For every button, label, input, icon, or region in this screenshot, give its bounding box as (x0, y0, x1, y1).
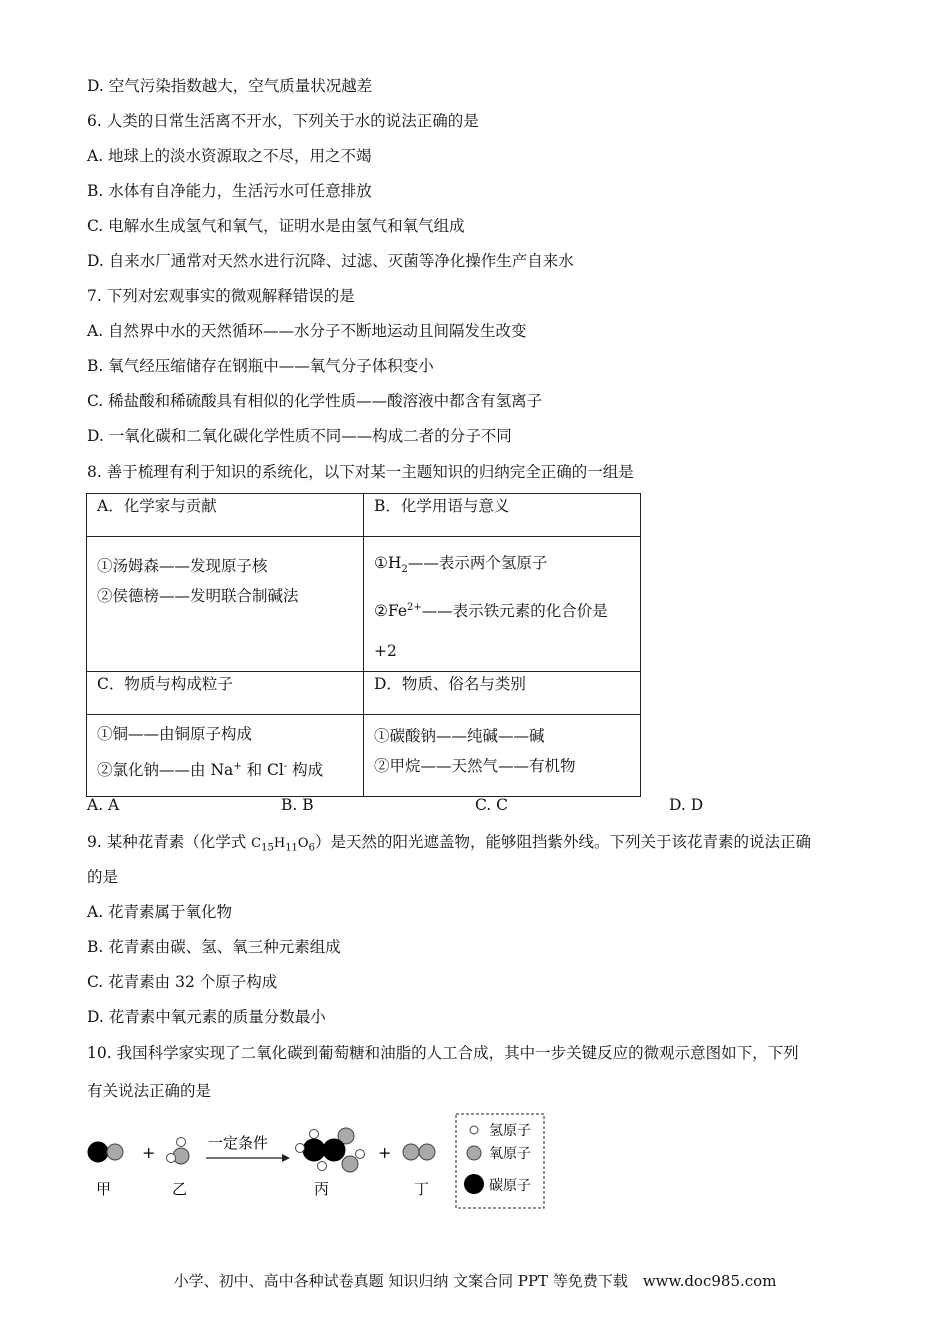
table-cell-c-body (87, 715, 364, 797)
formula-fe-charge: 2+ (407, 602, 422, 614)
reaction-condition: 一定条件 (208, 1134, 269, 1152)
label-ding: 丁 (414, 1180, 430, 1198)
q8-stem: 8. 善于梳理有利于知识的系统化，以下对某一主题知识的归纳完全正确的一组是 (87, 463, 634, 481)
q6-option-b: B. 水体有自净能力，生活污水可任意排放 (87, 182, 372, 200)
table-cell-d-title: D．物质、俗名与类别 (364, 672, 641, 715)
label-yi: 乙 (172, 1180, 188, 1198)
formula-fe-ion (388, 602, 422, 620)
q9-formula-c: C (251, 836, 262, 851)
table-a-item-2: ②侯德榜——发明联合制碱法 (97, 587, 299, 605)
table-c-item-2 (97, 749, 353, 788)
q9-formula-o-sub: 6 (308, 842, 315, 854)
oxygen-atom (342, 1156, 358, 1172)
table-c2-prefix: ②氯化钠——由 (97, 761, 211, 780)
table-b1-meaning: ——表示两个氢原子 (407, 554, 548, 572)
q9-stem-suffix: ）是天然的阳光遮盖物，能够阻挡紫外线。下列关于该花青素的说法正确 (314, 833, 811, 851)
hydrogen-atom (310, 1130, 319, 1139)
oxygen-atom (419, 1144, 435, 1160)
arrow-head (282, 1154, 290, 1162)
table-cell-b-body (364, 537, 641, 672)
carbon-atom (88, 1142, 108, 1162)
q10-stem-line-1: 10. 我国科学家实现了二氧化碳到葡萄糖和油脂的人工合成，其中一步关键反应的微观示意图如下，下列 (87, 1044, 799, 1062)
table-cell-a-body (87, 537, 364, 672)
hydrogen-atom (318, 1162, 327, 1171)
q9-formula-c-sub: 15 (261, 842, 274, 854)
hydrogen-atom (167, 1154, 176, 1163)
table-b2-meaning: ——表示铁元素的化合价是 +2 (374, 602, 608, 661)
oxygen-atom (403, 1144, 419, 1160)
table-c-item-1: ①铜——由铜原子构成 (97, 725, 253, 744)
molecule-bing (296, 1128, 365, 1172)
q7-option-a: A. 自然界中水的天然循环——水分子不断地运动且间隔发生改变 (87, 322, 527, 340)
reaction-arrow (206, 1154, 290, 1162)
q9-stem-prefix: 9. 某种花青素（化学式 (87, 833, 252, 851)
q7-option-c: C. 稀盐酸和稀硫酸具有相似的化学性质——酸溶液中都含有氢离子 (87, 392, 543, 410)
table-b-item-1 (374, 545, 630, 588)
q6-stem: 6. 人类的日常生活离不开水，下列关于水的说法正确的是 (87, 112, 479, 130)
label-jia: 甲 (96, 1180, 112, 1198)
table-b1-prefix: ① (374, 554, 388, 572)
formula-na-symbol: Na (210, 761, 234, 780)
q7-option-d: D. 一氧化碳和二氧化碳化学性质不同——构成二者的分子不同 (87, 427, 512, 445)
table-b2-prefix: ② (374, 602, 388, 621)
q9-option-b: B. 花青素由碳、氢、氧三种元素组成 (87, 938, 341, 956)
formula-cl-charge: - (283, 761, 288, 773)
plus-sign-2: + (378, 1143, 392, 1162)
formula-h2 (387, 554, 408, 576)
q6-option-c: C. 电解水生成氢气和氧气，证明水是由氢气和氧气组成 (87, 217, 465, 235)
q8-answer-a[interactable]: A. A (87, 796, 120, 814)
molecule-ding (403, 1144, 435, 1160)
q9-stem-line-1 (87, 832, 811, 859)
q9-stem-line-2: 的是 (87, 868, 119, 886)
plus-sign-1: + (142, 1143, 156, 1162)
table-c2-suffix: 构成 (287, 761, 324, 780)
line-d-air: D. 空气污染指数越大，空气质量状况越差 (87, 77, 373, 95)
table-b-item-2 (374, 588, 630, 671)
formula-fe-symbol: Fe (387, 602, 407, 621)
atom-legend (456, 1114, 544, 1208)
table-cell-c-title: C．物质与构成粒子 (87, 672, 364, 715)
molecule-jia (88, 1142, 123, 1162)
legend-hydrogen-icon (470, 1126, 478, 1134)
legend-carbon-icon (464, 1174, 484, 1194)
q7-stem: 7. 下列对宏观事实的微观解释错误的是 (87, 287, 355, 305)
table-cell-d-body (364, 715, 641, 797)
legend-hydrogen-label: 氢原子 (489, 1123, 531, 1139)
q9-formula-h-sub: 11 (285, 842, 298, 854)
q9-option-a: A. 花青素属于氧化物 (87, 903, 233, 921)
table-c2-and: 和 (241, 761, 267, 780)
hydrogen-atom (356, 1150, 365, 1159)
q8-knowledge-table (86, 493, 641, 797)
q9-formula-o: O (297, 836, 309, 851)
legend-oxygen-label: 氧原子 (489, 1146, 531, 1162)
q6-option-d: D. 自来水厂通常对天然水进行沉降、过滤、灭菌等净化操作生产自来水 (87, 252, 574, 270)
legend-carbon-label: 碳原子 (489, 1178, 531, 1194)
legend-oxygen-icon (467, 1146, 481, 1160)
label-bing: 丙 (314, 1180, 330, 1198)
formula-na-charge: + (233, 761, 242, 773)
table-cell-a-title: A．化学家与贡献 (87, 494, 364, 537)
hydrogen-atom (296, 1144, 305, 1153)
q8-answer-b[interactable]: B. B (281, 796, 314, 814)
formula-cl-symbol: Cl (267, 761, 284, 780)
q9-option-d: D. 花青素中氧元素的质量分数最小 (87, 1008, 326, 1026)
q9-option-c: C. 花青素由 32 个原子构成 (87, 973, 278, 991)
table-d-item-2: ②甲烷——天然气——有机物 (374, 757, 576, 776)
q7-option-b: B. 氧气经压缩储存在钢瓶中——氧气分子体积变小 (87, 357, 434, 375)
carbon-atom (323, 1139, 345, 1161)
q8-answer-c[interactable]: C. C (475, 796, 509, 814)
formula-h2-subscript: 2 (401, 564, 408, 576)
hydrogen-atom (177, 1138, 186, 1147)
table-a-item-1: ①汤姆森——发现原子核 (97, 557, 268, 575)
reaction-diagram (86, 1110, 556, 1210)
q9-formula-h: H (273, 836, 286, 851)
q6-option-a: A. 地球上的淡水资源取之不尽，用之不竭 (87, 147, 372, 165)
page-footer: 小学、初中、高中各种试卷真题 知识归纳 文案合同 PPT 等免费下载 www.doc985.com (173, 1272, 777, 1290)
molecule-yi (167, 1138, 190, 1165)
oxygen-atom (107, 1144, 123, 1160)
table-d-item-1: ①碳酸钠——纯碱——碱 (374, 727, 545, 746)
q8-answer-d[interactable]: D. D (669, 796, 704, 814)
table-cell-b-title: B．化学用语与意义 (364, 494, 641, 537)
q10-stem-line-2: 有关说法正确的是 (87, 1082, 212, 1100)
formula-h2-symbol: H (387, 554, 402, 572)
q9-formula (251, 836, 315, 854)
carbon-atom (303, 1139, 325, 1161)
